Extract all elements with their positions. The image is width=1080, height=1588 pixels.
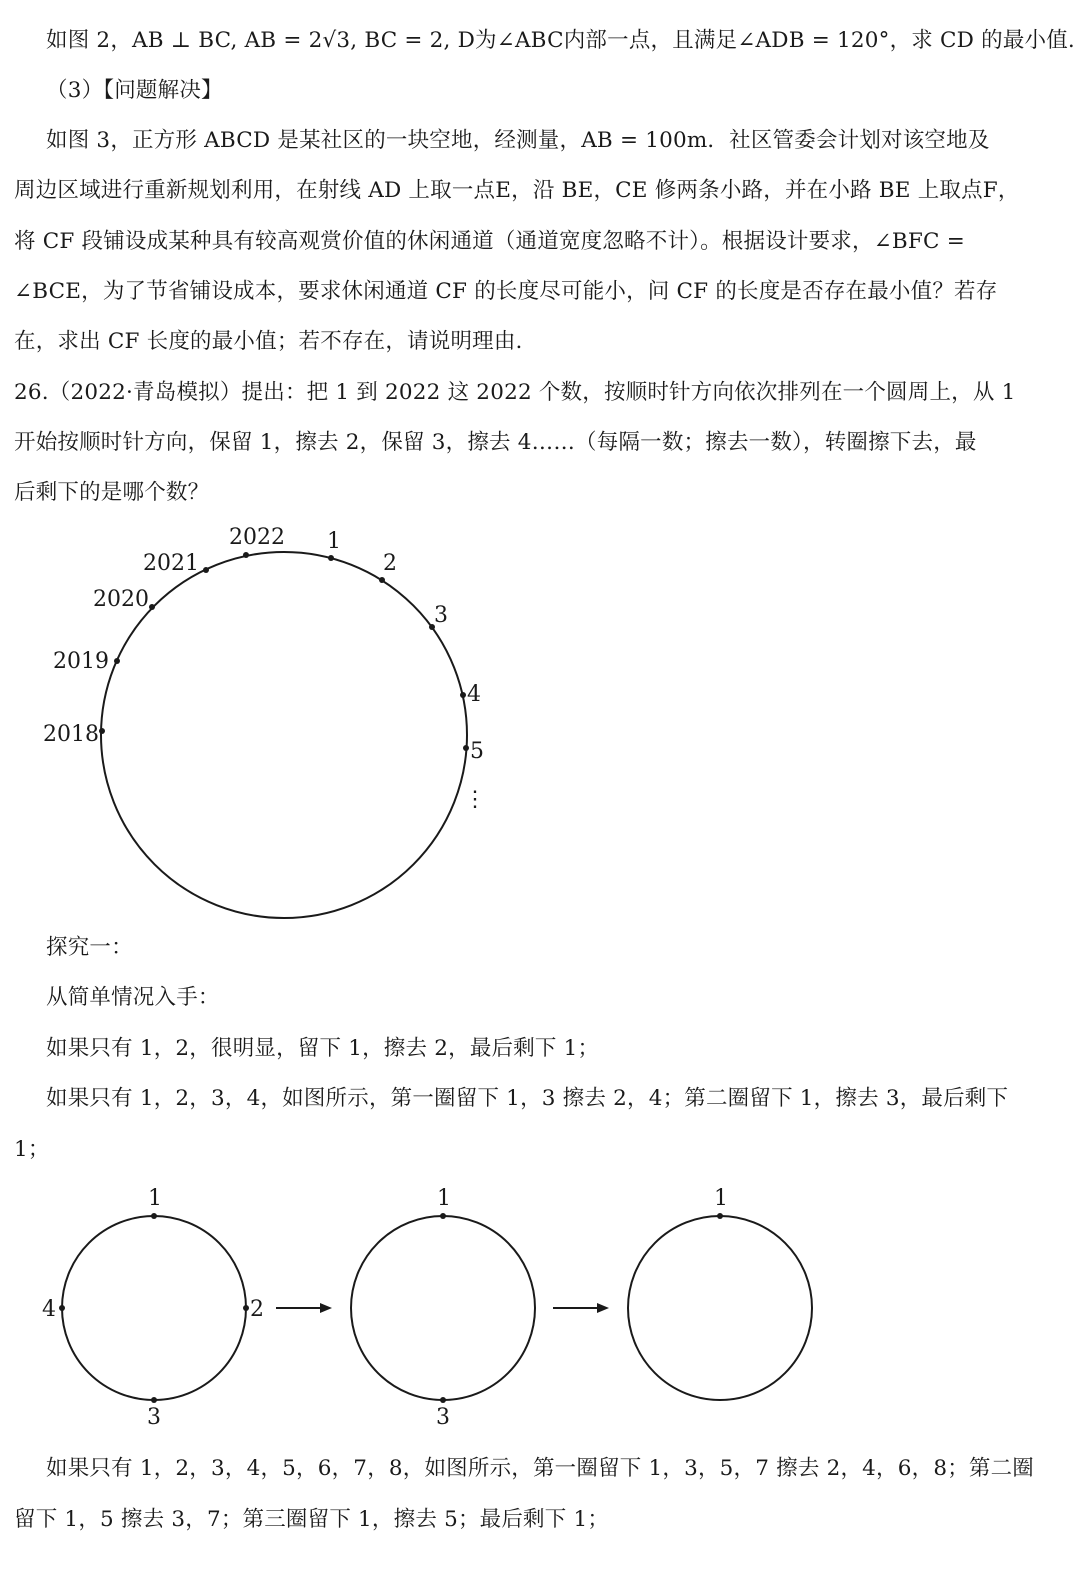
small-circle-1 bbox=[62, 1216, 246, 1400]
text-line-5: 将 CF 段铺设成某种具有较高观赏价值的休闲通道（通道宽度忽略不计）。根据设计要求，∠BFC = bbox=[14, 229, 965, 254]
text-line-7: 在，求出 CF 长度的最小值；若不存在，请说明理由. bbox=[14, 329, 523, 354]
label-1: 1 bbox=[327, 529, 341, 554]
small-circle-1-points bbox=[59, 1213, 249, 1403]
question-26-line-3: 后剩下的是哪个数？ bbox=[14, 480, 210, 505]
ellipsis-mark: ⋮ bbox=[464, 787, 486, 812]
text-line-3: 如图 3，正方形 ABCD 是某社区的一块空地，经测量，AB = 100m．社区管委会计划对该空地及 bbox=[46, 128, 990, 153]
question-26-line-1: 26.（2022·青岛模拟）提出：把 1 到 2022 这 2022 个数，按顺时针方向依次排列在一个圆周上，从 1 bbox=[14, 380, 1016, 405]
big-circle-points bbox=[99, 552, 469, 751]
label-3: 3 bbox=[434, 603, 448, 628]
text-line-4: 周边区域进行重新规划利用，在射线 AD 上取一点E，沿 BE，CE 修两条小路，并在小路 BE 上取点F， bbox=[14, 178, 1020, 203]
c2-label-1: 1 bbox=[437, 1186, 451, 1211]
c1-label-3: 3 bbox=[147, 1405, 161, 1430]
small-circle-2-points bbox=[440, 1213, 446, 1403]
label-2020: 2020 bbox=[93, 587, 149, 612]
label-2021: 2021 bbox=[143, 551, 199, 576]
small-circle-2 bbox=[351, 1216, 535, 1400]
text-line-14: 如果只有 1，2，3，4，如图所示，第一圈留下 1，3 擦去 2，4；第二圈留下 1，擦去 3，最后剩下 bbox=[46, 1086, 1009, 1111]
text-line-1: 如图 2，AB ⊥ BC, AB = 2√3, BC = 2, D为∠ABC内部一点，且满足∠ADB = 120°，求 CD 的最小值. bbox=[46, 28, 1075, 53]
arrow-1-head bbox=[320, 1303, 332, 1313]
c1-label-4: 4 bbox=[42, 1297, 56, 1322]
small-circle-3 bbox=[628, 1216, 812, 1400]
text-line-17: 留下 1，5 擦去 3，7；第三圈留下 1，擦去 5；最后剩下 1； bbox=[14, 1507, 610, 1532]
label-2022: 2022 bbox=[229, 525, 285, 550]
section-heading-problem-solving: （3）【问题解决】 bbox=[46, 78, 223, 103]
text-line-6: ∠BCE，为了节省铺设成本，要求休闲通道 CF 的长度尽可能小，问 CF 的长度是否存在最小值？若存 bbox=[14, 279, 998, 304]
c2-label-3: 3 bbox=[436, 1405, 450, 1430]
c1-label-2: 2 bbox=[250, 1297, 264, 1322]
label-2018: 2018 bbox=[43, 722, 99, 747]
explore-one-heading: 探究一： bbox=[46, 935, 133, 960]
label-5: 5 bbox=[470, 739, 484, 764]
text-line-16: 如果只有 1，2，3，4，5，6，7，8，如图所示，第一圈留下 1，3，5，7 擦去 2，4，6，8；第二圈 bbox=[46, 1456, 1035, 1481]
question-26-line-2: 开始按顺时针方向，保留 1，擦去 2，保留 3，擦去 4……（每隔一数；擦去一数），转圈擦下去，最 bbox=[14, 430, 977, 455]
text-line-13: 如果只有 1，2，很明显，留下 1，擦去 2，最后剩下 1； bbox=[46, 1036, 600, 1061]
text-line-12: 从简单情况入手： bbox=[46, 985, 220, 1010]
label-4: 4 bbox=[467, 682, 481, 707]
c3-label-1: 1 bbox=[714, 1186, 728, 1211]
c1-label-1: 1 bbox=[148, 1186, 162, 1211]
big-circle bbox=[101, 552, 467, 918]
arrow-2-head bbox=[597, 1303, 609, 1313]
label-2: 2 bbox=[383, 551, 397, 576]
small-circle-3-point bbox=[717, 1213, 723, 1219]
label-2019: 2019 bbox=[53, 649, 109, 674]
text-line-15: 1； bbox=[14, 1137, 50, 1162]
